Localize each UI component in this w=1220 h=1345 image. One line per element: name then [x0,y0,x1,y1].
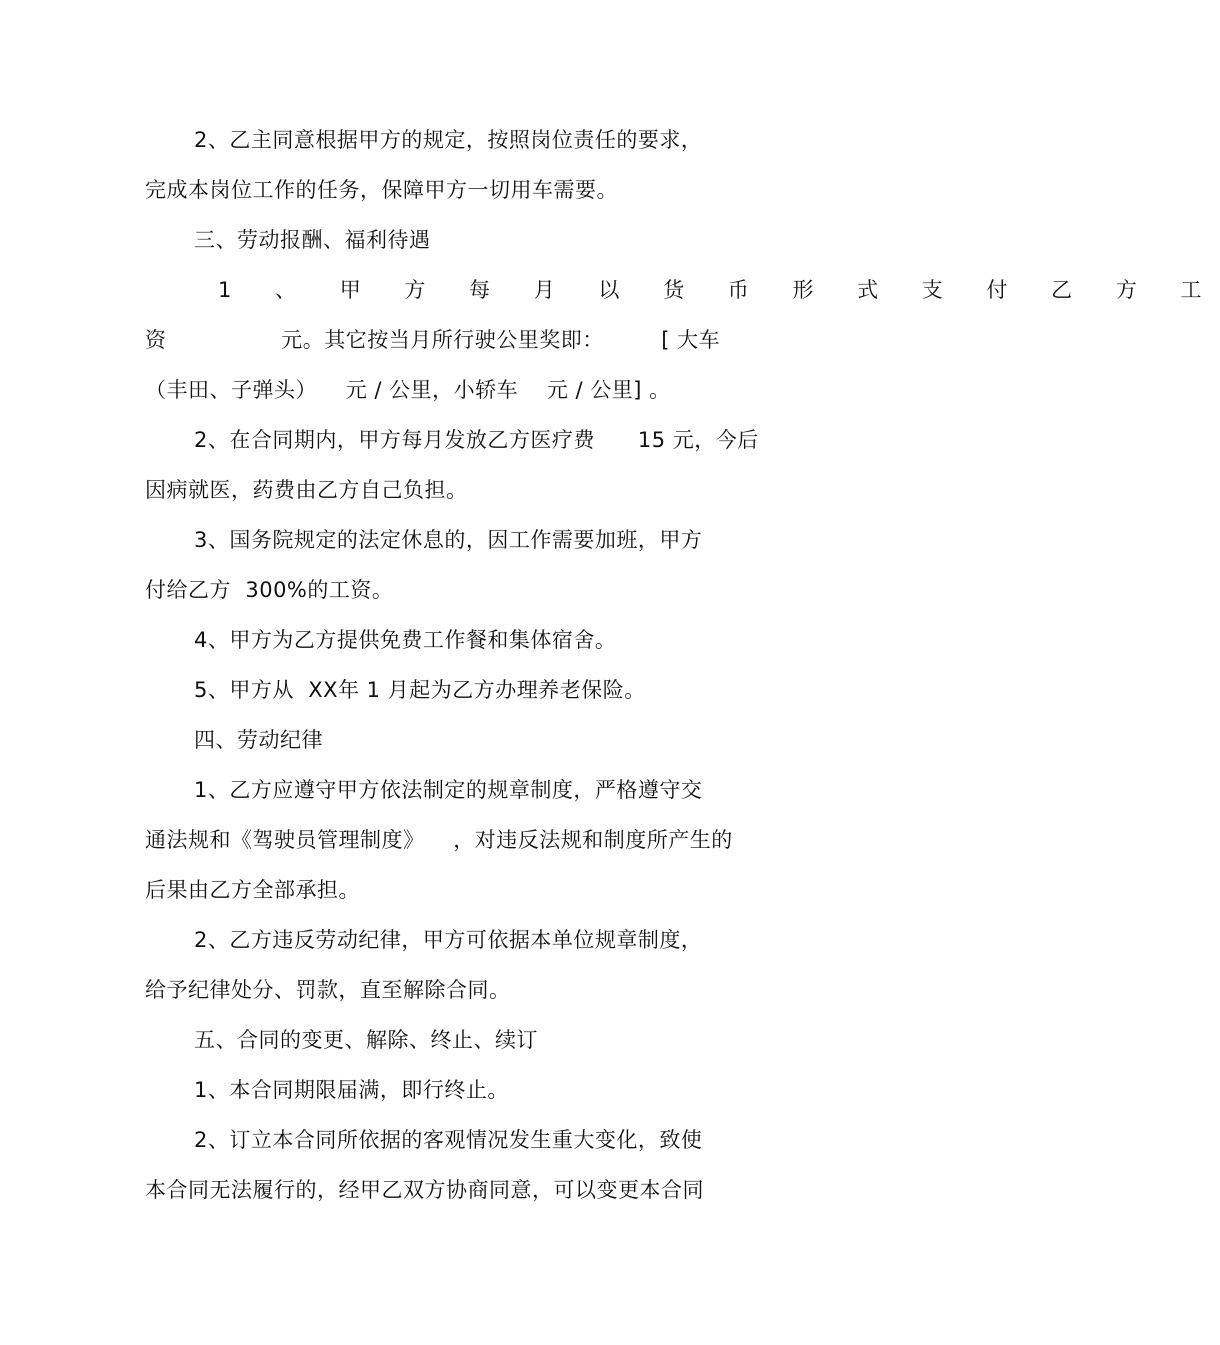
text-line: 2、乙方违反劳动纪律，甲方可依据本单位规章制度， [194,928,703,952]
text-line: 4、甲方为乙方提供免费工作餐和集体宿舍。 [194,628,617,652]
text-line: 2、在合同期内，甲方每月发放乙方医疗费 15 元，今后 [194,428,759,452]
text-line: 3、国务院规定的法定休息的，因工作需要加班，甲方 [194,528,703,552]
text-line: 给予纪律处分、罚款，直至解除合同。 [145,978,511,1002]
text-line: 1、乙方应遵守甲方依法制定的规章制度，严格遵守交 [194,778,703,802]
text-line: 完成本岗位工作的任务，保障甲方一切用车需要。 [145,178,618,202]
text-line: 1 、 甲 方 每 月 以 货 币 形 式 支 付 乙 方 工 [218,278,1220,302]
section-heading: 五、合同的变更、解除、终止、续订 [194,1028,538,1052]
text-line: 本合同无法履行的，经甲乙双方协商同意，可以变更本合同 [145,1178,704,1202]
text-line: 资 元。其它按当月所行驶公里奖即： [ 大车 [145,328,721,352]
text-line: 后果由乙方全部承担。 [145,878,360,902]
text-line: （丰田、子弹头） 元 / 公里，小轿车 元 / 公里] 。 [145,378,671,402]
text-line: 2、订立本合同所依据的客观情况发生重大变化，致使 [194,1128,703,1152]
section-heading: 四、劳动纪律 [194,728,323,752]
text-line: 1、本合同期限届满，即行终止。 [194,1078,509,1102]
text-line: 因病就医，药费由乙方自己负担。 [145,478,468,502]
text-line: 付给乙方 300%的工资。 [145,578,394,602]
text-line: 5、甲方从 XX年 1 月起为乙方办理养老保险。 [194,678,646,702]
text-line: 2、乙主同意根据甲方的规定，按照岗位责任的要求， [194,128,703,152]
text-line: 通法规和《驾驶员管理制度》 ，对违反法规和制度所产生的 [145,828,733,852]
section-heading: 三、劳动报酬、福利待遇 [194,228,431,252]
